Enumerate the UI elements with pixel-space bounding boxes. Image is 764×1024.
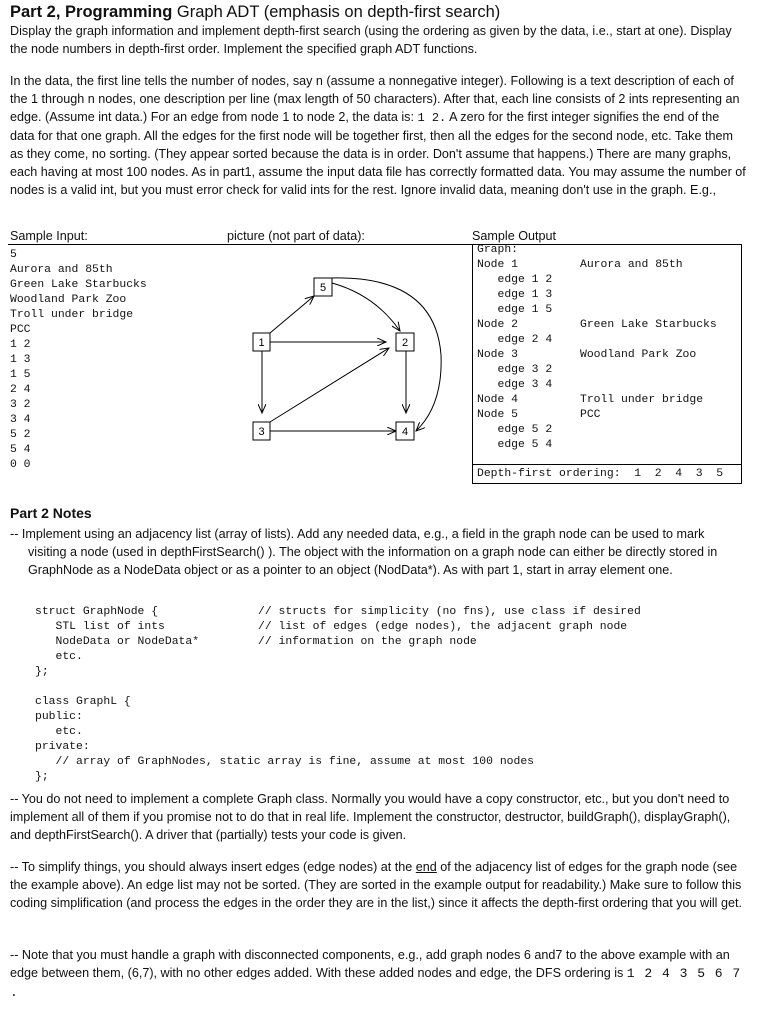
notes-heading: Part 2 Notes [10, 505, 92, 521]
node-5 [314, 278, 332, 296]
svg-text:4: 4 [401, 426, 409, 438]
picture-header: picture (not part of data): [227, 229, 365, 243]
edge-5-2 [332, 283, 400, 331]
note-1: -- Implement using an adjacency list (array of lists). Add any needed data, e.g., a field in the graph node can be used to mark visiting a node (used in depthFirstSearch() ). The object with the information on a graph node can either be directly stored in GraphNode as a NodeData object or as a pointer to an object (NodData*). As with part 1, start in array element one. [10, 527, 718, 577]
output-line: edge 5 2 [477, 424, 553, 436]
output-line: Node 3 [477, 349, 519, 361]
input-line: 5 [10, 249, 17, 261]
output-left-border [472, 244, 473, 484]
edge-1-5 [270, 296, 314, 333]
svg-text:2: 2 [401, 337, 409, 349]
intro-paragraph-2: In the data, the first line tells the number of nodes, say n (assume a nonnegative integer). Following is a text description of each of the 1 through n nodes, one description per line (max length of 50 characters). After that, each line consists of 2 ints representing an edge. (Assume int data.) For an edge from node 1 to node 2, the data is: 1 2. A zero for the first integer signifies the end of the data for that one graph. All the edges for the first node will be together first, then all the edges for the second node, etc. Take them as they come, no sorting. (They appear sorted because the data is in order. Don't assume that happens.) There are many graphs, each having at most 100 nodes. As in part1, assume the input data file has correctly formatted data. You may assume the number of nodes is a valid int, but you must error check for valid ints for the rest. Ignore invalid data, meaning don't use in the graph. E.g., [10, 74, 746, 197]
output-line: Graph: [477, 244, 519, 256]
graph-picture [230, 255, 465, 470]
code-comments: // structs for simplicity (no fns), use class if desired // list of edges (edge nodes), the adjacent graph node // information on the graph node [258, 606, 641, 648]
sample-output-header: Sample Output [472, 229, 557, 243]
output-line: edge 3 2 [477, 364, 553, 376]
input-line: 0 0 [10, 459, 31, 471]
note-3: -- To simplify things, you should always insert edges (edge nodes) at the end of the adjacency list of edges for the graph node (see the example above). An edge list may not be sorted. (They are sorted in the example output for readability.) Make sure to follow this coding simplification (and process the edges in the order they are in the list,) since it affects the depth-first ordering that you will get. [10, 860, 742, 910]
output-line: Node 2 [477, 319, 519, 331]
output-node-description: Troll under bridge [580, 394, 704, 406]
input-line: Troll under bridge [10, 309, 134, 321]
page-title: Part 2, Programming Graph ADT (emphasis on depth-first search) [10, 3, 501, 21]
svg-text:1: 1 [258, 337, 265, 349]
note-2: -- You do not need to implement a complete Graph class. Normally you would have a copy constructor, etc., but you don't need to implement all of them if you promise not to do that in real life. Implement the constructor, destructor, buildGraph(), displayGraph(), and depthFirstSearch(). A driver that (partially) tests your code is given. [10, 792, 731, 842]
note-4: -- Note that you must handle a graph with disconnected components, e.g., add graph nodes 6 and7 to the above example with an edge between them, (6,7), with no other edges added. With these added nodes and edge, the DFS ordering is 1 2 4 3 5 6 7 . [10, 948, 742, 1000]
node-1 [253, 333, 270, 351]
output-line: edge 1 3 [477, 289, 553, 301]
output-line: edge 5 4 [477, 439, 553, 451]
intro-paragraph-1: Display the graph information and implement depth-first search (using the ordering as given by the data, i.e., start at one). Display the node numbers in depth-first order. Implement the specified graph ADT functions. [10, 24, 732, 56]
input-line: Green Lake Starbucks [10, 279, 147, 291]
edges [262, 278, 441, 431]
dfs-ordering-line: Depth-first ordering: 1 2 4 3 5 [477, 468, 724, 480]
input-line: PCC [10, 324, 31, 336]
output-line: edge 1 2 [477, 274, 553, 286]
dfs-separator [472, 464, 742, 465]
node-3 [253, 422, 270, 440]
output-line: edge 1 5 [477, 304, 553, 316]
output-node-description: Green Lake Starbucks [580, 319, 717, 331]
output-line: Node 5 [477, 409, 519, 421]
code-block: struct GraphNode { STL list of ints NodeData or NodeData* etc. }; class GraphL { public: etc. private: // array of GraphNodes, static array is fine, assume at most 100 nodes }; [35, 606, 534, 783]
svg-text:5: 5 [319, 282, 327, 294]
output-line: Node 4 [477, 394, 519, 406]
input-line: 3 4 [10, 414, 31, 426]
output-bottom-border [472, 483, 742, 484]
node-4 [396, 422, 414, 440]
output-node-description: Woodland Park Zoo [580, 349, 697, 361]
input-line: 1 2 [10, 339, 31, 351]
input-line: 5 4 [10, 444, 31, 456]
input-line: 2 4 [10, 384, 31, 396]
input-line: 1 5 [10, 369, 31, 381]
edge-3-2 [270, 348, 389, 422]
table-header-rule [8, 244, 742, 245]
input-line: 5 2 [10, 429, 31, 441]
output-line: edge 2 4 [477, 334, 553, 346]
output-right-border [741, 244, 742, 484]
output-line: Node 1 [477, 259, 519, 271]
sample-input-header: Sample Input: [10, 229, 88, 243]
input-line: 1 3 [10, 354, 31, 366]
node-2 [396, 333, 414, 351]
input-line: 3 2 [10, 399, 31, 411]
edge-5-4 [330, 278, 441, 431]
svg-text:3: 3 [258, 426, 265, 438]
output-line: edge 3 4 [477, 379, 553, 391]
output-node-description: PCC [580, 409, 601, 421]
input-line: Aurora and 85th [10, 264, 113, 276]
output-node-description: Aurora and 85th [580, 259, 683, 271]
input-line: Woodland Park Zoo [10, 294, 127, 306]
